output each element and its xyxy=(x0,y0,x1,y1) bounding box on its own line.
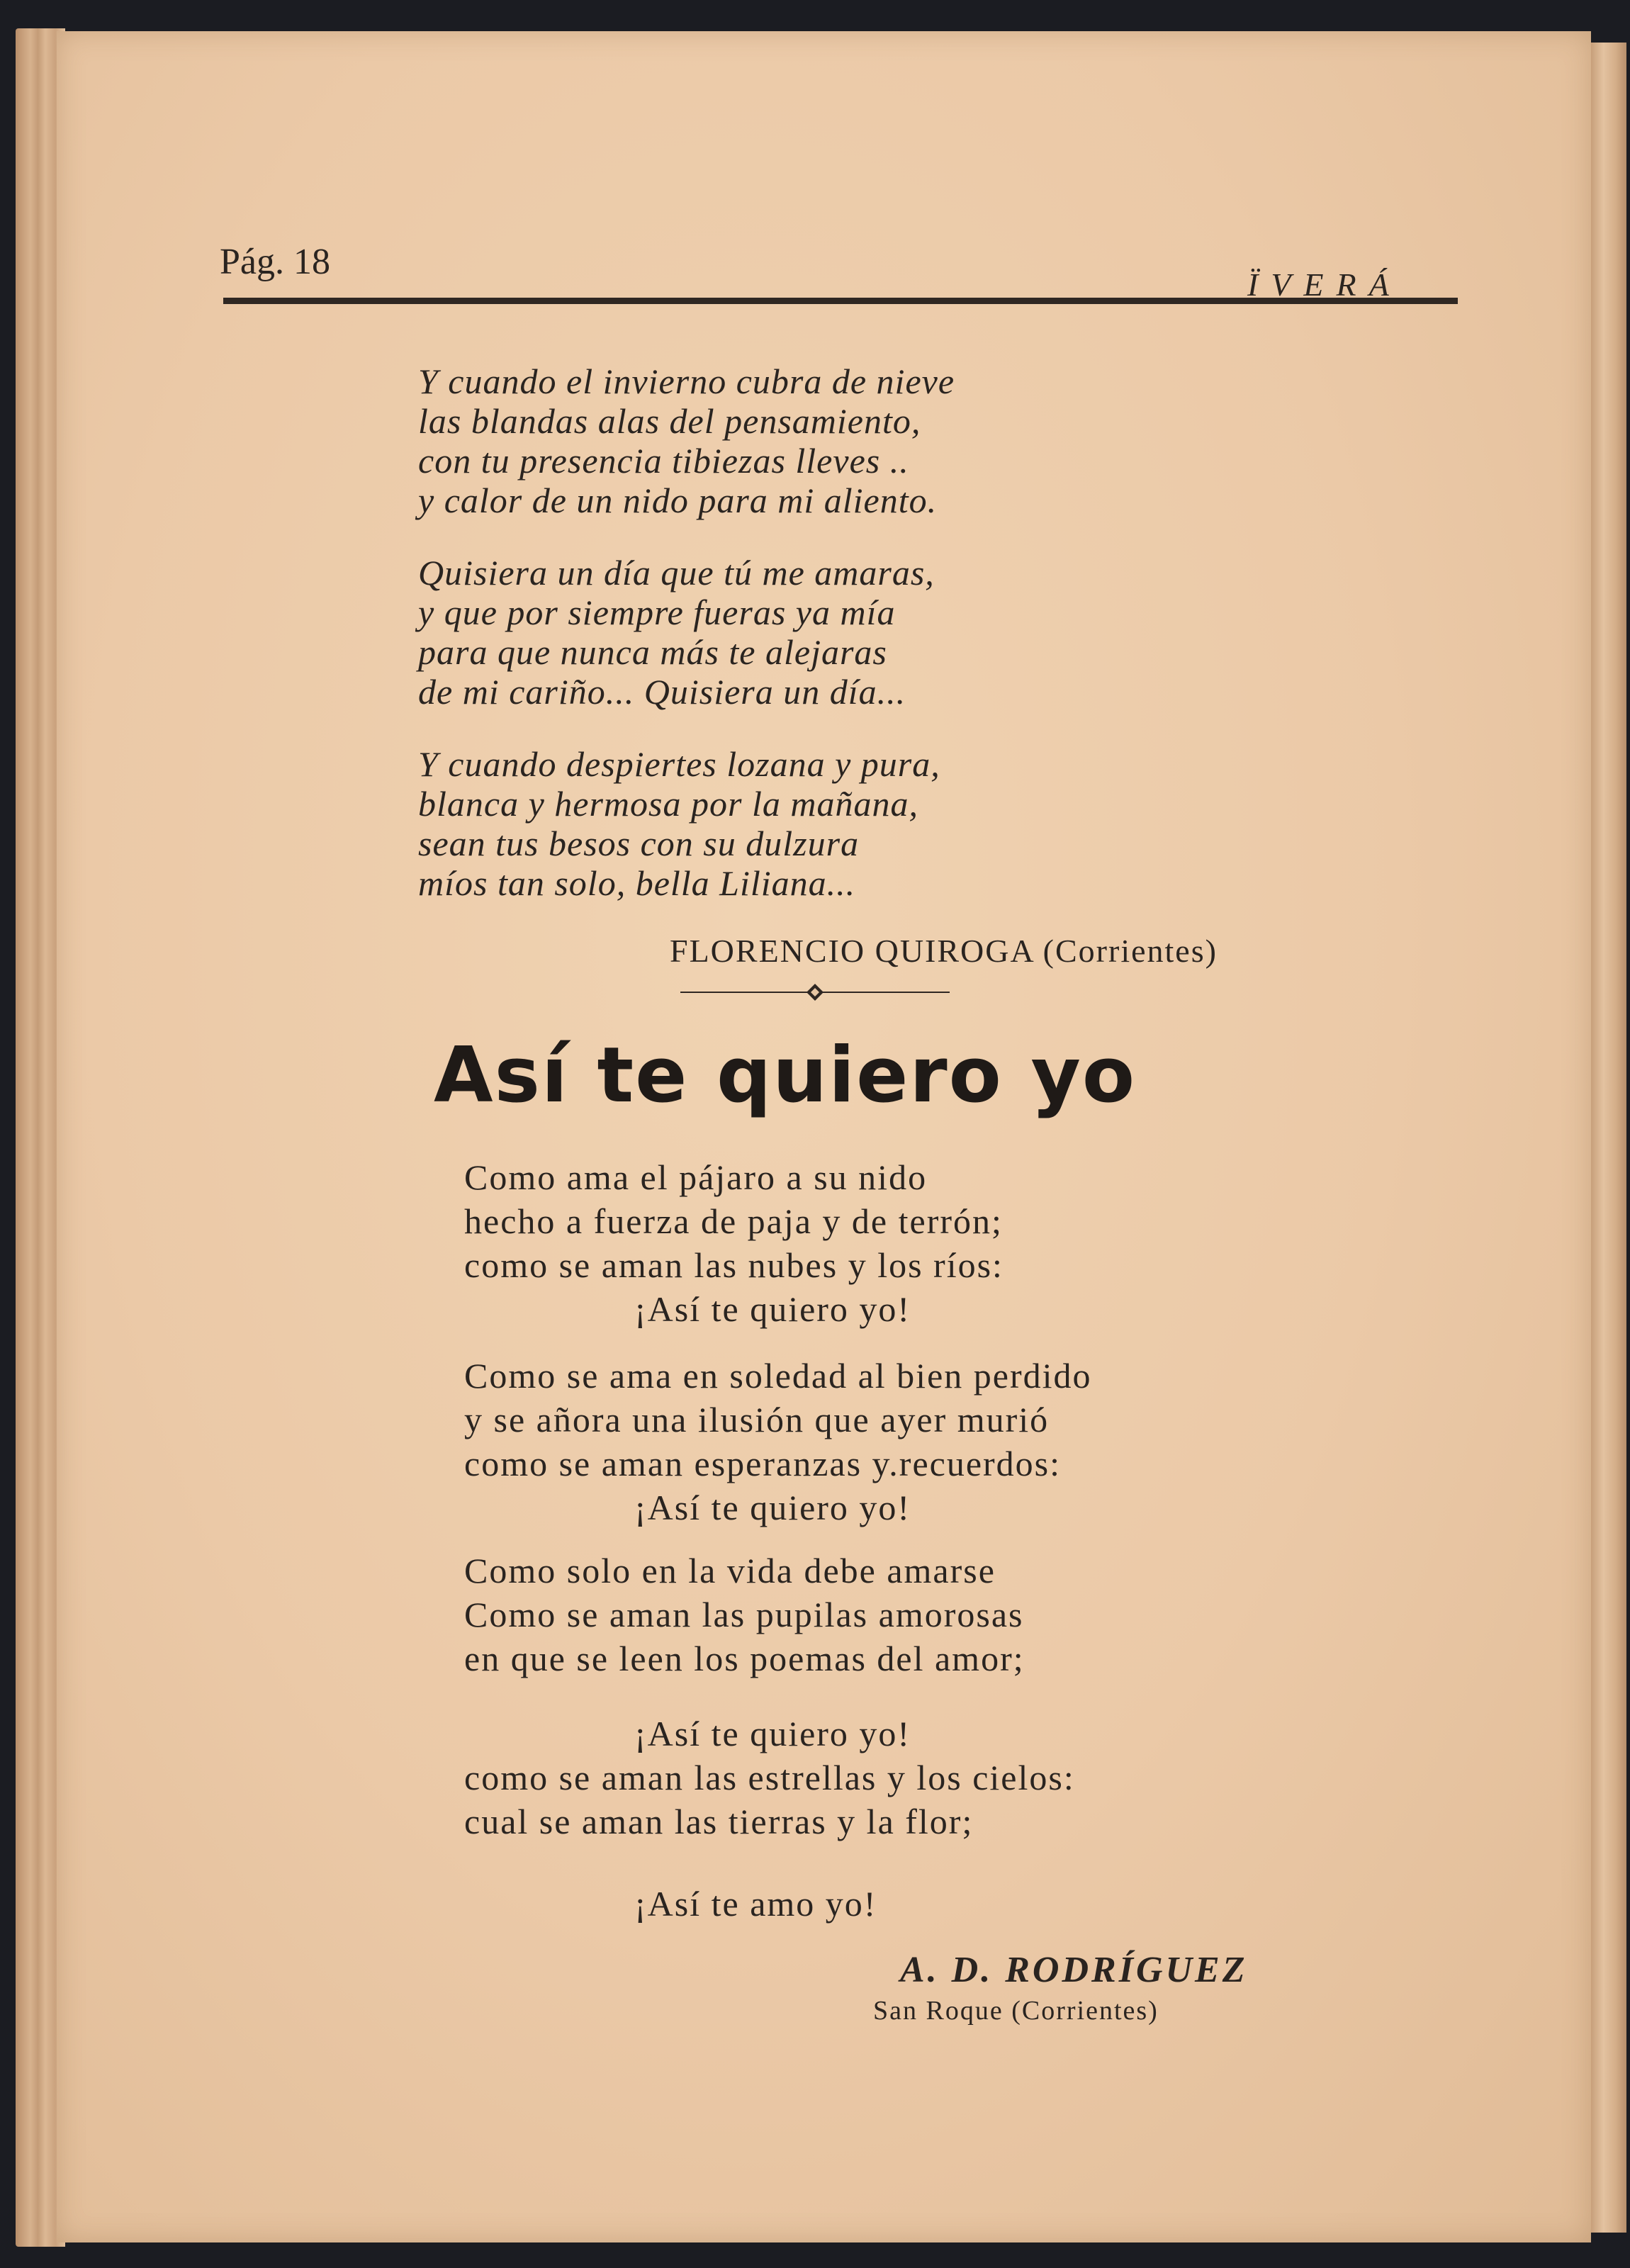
refrain-line: ¡Así te quiero yo! xyxy=(634,1289,911,1329)
poem2-closing xyxy=(464,1882,877,1926)
poem2-stanza-4 xyxy=(464,1712,1075,1843)
verse-line: Quisiera un día que tú me amaras, xyxy=(418,553,935,593)
verse-line: de mi cariño... Quisiera un día... xyxy=(418,672,906,712)
verse-line: Como ama el pájaro a su nido xyxy=(464,1157,928,1197)
page-number: Pág. 18 xyxy=(220,242,330,282)
publication-title: ÏVERÁ xyxy=(1247,266,1402,303)
verse-line: Y cuando despiertes lozana y pura, xyxy=(418,744,940,784)
poem2-stanza-1 xyxy=(464,1155,1004,1331)
verse-line: cual se aman las tierras y la flor; xyxy=(464,1802,974,1841)
diamond-divider-icon xyxy=(677,982,953,1003)
page-stack-edge-right xyxy=(1591,43,1626,2233)
verse-line: para que nunca más te alejaras xyxy=(418,632,887,672)
verse-line: Y cuando el invierno cubra de nieve xyxy=(418,361,955,401)
poem2-author: A. D. RODRÍGUEZ xyxy=(900,1950,1248,1990)
verse-line: blanca y hermosa por la mañana, xyxy=(418,784,918,824)
verse-line: y calor de un nido para mi aliento. xyxy=(418,481,938,520)
poem2-stanza-2 xyxy=(464,1354,1092,1529)
verse-line: con tu presencia tibiezas lleves .. xyxy=(418,441,909,481)
poem1-stanza-1 xyxy=(418,361,955,520)
verse-line: Como solo en la vida debe amarse xyxy=(464,1551,996,1590)
verse-line: y se añora una ilusión que ayer murió xyxy=(464,1400,1050,1439)
poem1-stanza-3 xyxy=(418,744,940,903)
refrain-line: ¡Así te quiero yo! xyxy=(634,1714,911,1753)
verse-line: como se aman esperanzas y.recuerdos: xyxy=(464,1444,1062,1483)
poem1-author: FLORENCIO QUIROGA (Corrientes) xyxy=(670,933,1218,969)
poem1-stanza-2 xyxy=(418,553,935,712)
verse-line: Como se aman las pupilas amorosas xyxy=(464,1595,1024,1634)
poem2-place: San Roque (Corrientes) xyxy=(873,1996,1159,2026)
verse-line: las blandas alas del pensamiento, xyxy=(418,401,921,441)
refrain-line: ¡Así te quiero yo! xyxy=(634,1488,911,1527)
verse-line: en que se leen los poemas del amor; xyxy=(464,1639,1025,1678)
poem2-title: Así te quiero yo xyxy=(434,1031,1137,1120)
verse-line: como se aman las nubes y los ríos: xyxy=(464,1245,1004,1285)
header-rule xyxy=(223,298,1458,304)
closing-line: ¡Así te amo yo! xyxy=(634,1884,877,1924)
poem2-stanza-3 xyxy=(464,1549,1025,1680)
verse-line: Como se ama en soledad al bien perdido xyxy=(464,1356,1092,1396)
verse-line: míos tan solo, bella Liliana... xyxy=(418,863,856,903)
verse-line: como se aman las estrellas y los cielos: xyxy=(464,1758,1075,1797)
verse-line: y que por siempre fueras ya mía xyxy=(418,593,896,632)
verse-line: hecho a fuerza de paja y de terrón; xyxy=(464,1201,1003,1241)
verse-line: sean tus besos con su dulzura xyxy=(418,824,860,863)
